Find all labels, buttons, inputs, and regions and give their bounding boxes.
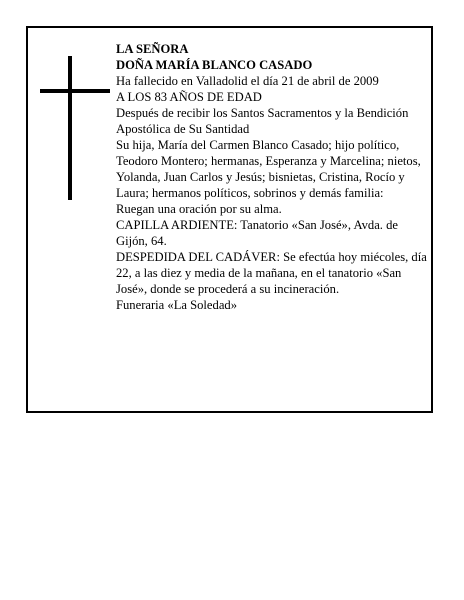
notice-title-line1: LA SEÑORA — [116, 42, 189, 56]
death-statement: Ha fallecido en Valladolid el día 21 de abril de 2009 — [116, 74, 379, 88]
farewell-info: DESPEDIDA DEL CADÁVER: Se efectúa hoy miécoles, día 22, a las diez y media de la mañana, en el tanatorio «San José», donde se procederá a su incineración. — [116, 250, 427, 296]
deceased-name: DOÑA MARÍA BLANCO CASADO — [116, 58, 313, 72]
age-statement: A LOS 83 AÑOS DE EDAD — [116, 90, 262, 104]
chapel-info: CAPILLA ARDIENTE: Tanatorio «San José», Avda. de Gijón, 64. — [116, 218, 398, 248]
cross-icon — [40, 56, 110, 200]
prayer-request: Ruegan una oración por su alma. — [116, 202, 282, 216]
family-list: Su hija, María del Carmen Blanco Casado; hijo político, Teodoro Montero; hermanas, Esperanza y Marcelina; nietos, Yolanda, Juan Carlos y Jesús; bisnietas, Cristina, Rocío y Laura; hermanos políticos, sobrinos y demás familia: — [116, 138, 421, 200]
cross-horizontal-bar — [40, 89, 110, 93]
obituary-notice — [26, 26, 433, 413]
sacraments-statement: Después de recibir los Santos Sacramentos y la Bendición Apostólica de Su Santidad — [116, 106, 409, 136]
cross-vertical-bar — [68, 56, 72, 200]
funeral-home: Funeraria «La Soledad» — [116, 298, 237, 312]
notice-text — [116, 41, 428, 313]
